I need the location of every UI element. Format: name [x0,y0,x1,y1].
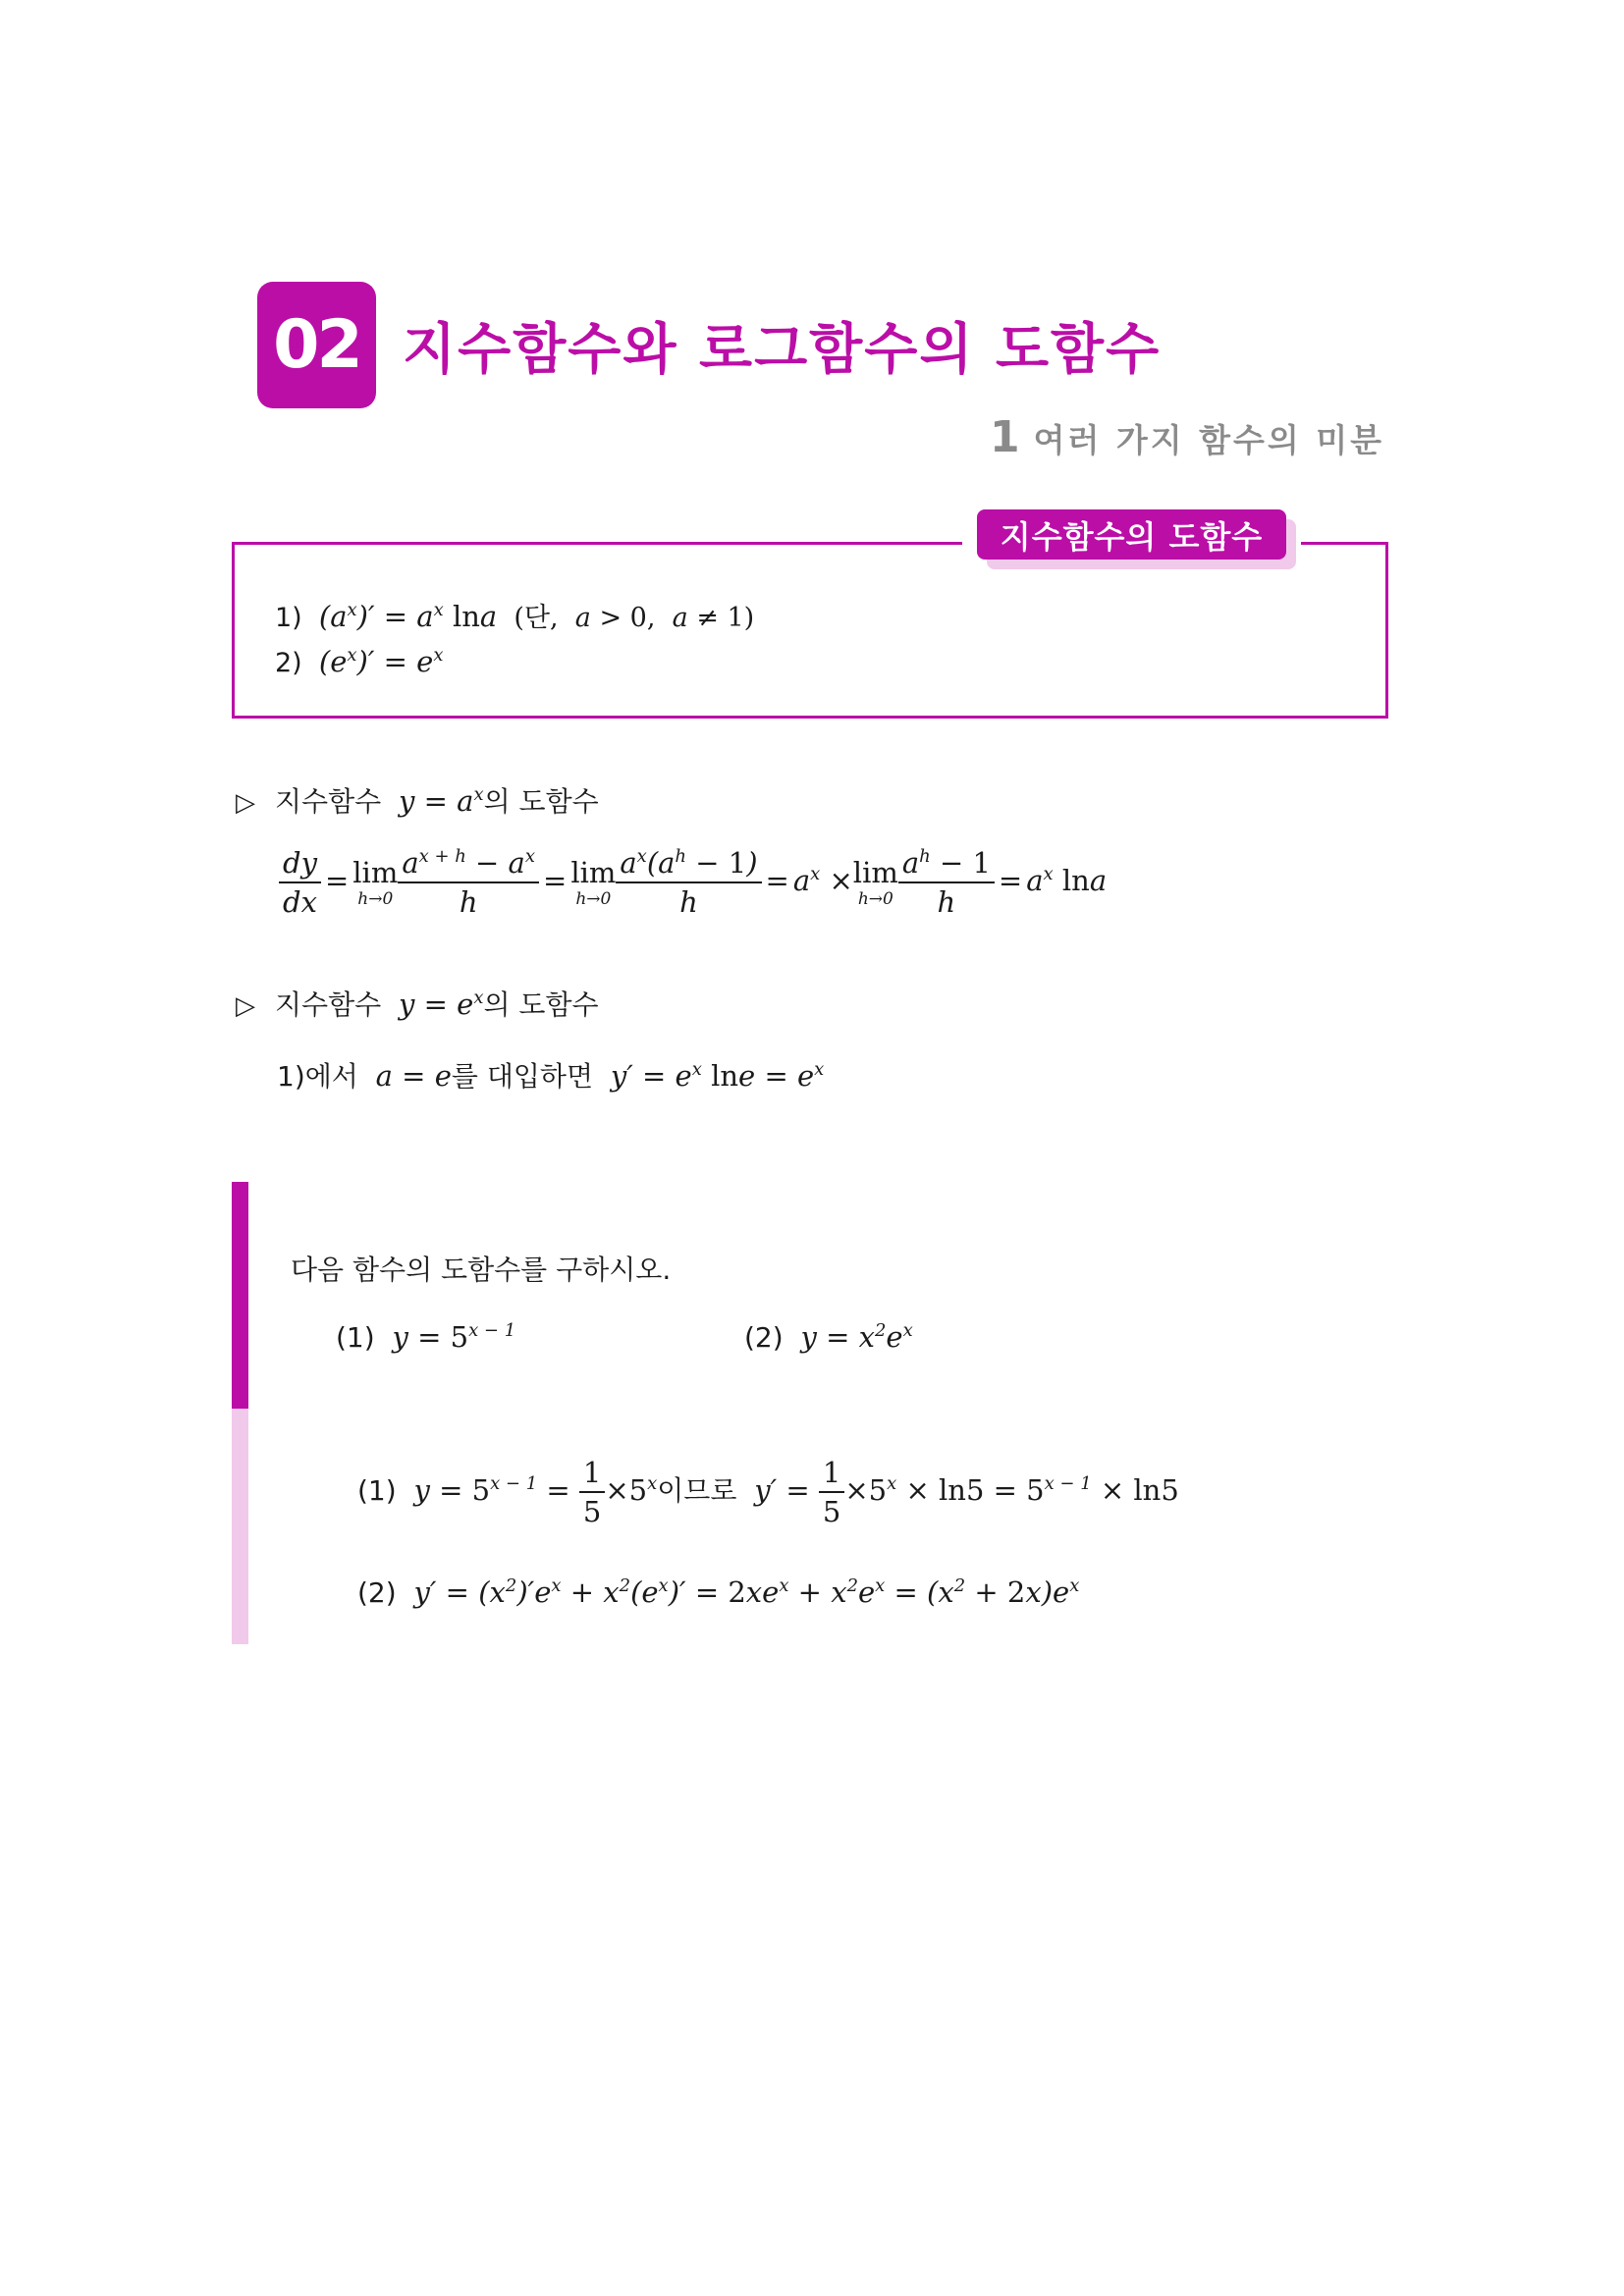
explanation-2-substitution: a = e [375,1059,452,1093]
chapter-number-badge [257,282,376,408]
triangle-bullet-icon: ▷ [236,991,255,1021]
explanation-2-line-prefix: 1)에서 [277,1060,358,1093]
problem-bar [232,1182,248,1409]
explanation-2-function: $y = e^x$ [399,988,484,1021]
solution-1-label: (1) [357,1474,397,1507]
formula-rule-2 [275,645,443,678]
rule-1-label: 1) [275,603,302,633]
derivation-equation: $\frac{dy}{dx}$ = lim h→0 $\frac{a^{x + h} - a^x}{h}$ = lim h→0 $\frac{a^x(a^h - 1)}{h}$ = $a^x$ × lim h→0 $\frac{a^h - 1}{h}$ = $a^x$ lna [279,846,1107,919]
rule-1-condition: (단, a > 0, a ≠ 1) [514,603,755,633]
explanation-1-function: $y = a^x$ [399,784,484,818]
solution-1-derivative: y′ = $\frac{1}{5}$ $\times 5^x \times \ln 5 = 5^{x - 1} \times \ln 5$ [754,1456,1179,1528]
explanation-2-prefix: 지수함수 [275,988,382,1021]
problem-item-2-expr: $y = x^2e^x$ [800,1320,913,1354]
page-title: 지수함수와 로그함수의 도함수 [403,318,1162,382]
triangle-bullet-icon: ▷ [236,788,255,818]
explanation-2-result: $y' = e^x$ $\ln e = e^x$ [610,1059,825,1093]
rule-1-formula: $(a^x)' = a^x$ lna [318,600,498,633]
explanation-1-heading [236,780,599,820]
section-heading [990,412,1384,462]
solution-1 [357,1456,1179,1528]
explanation-1-prefix: 지수함수 [275,785,382,818]
explanation-2-body [277,1055,824,1095]
problem-item-1-expr: $y = 5^{x - 1}$ [392,1320,516,1354]
rule-2-formula: $(e^x)' = e^x$ [318,645,444,678]
solution-2-expr: $y' = (x^2)'e^x + x^2(e^x)' = 2xe^x + x^2e^x = (x^2 + 2x)e^x$ [413,1575,1080,1609]
formula-box-tab: 지수함수의 도함수 [977,509,1286,560]
section-title: 여러 가지 함수의 미분 [1033,421,1384,459]
solution-1-expr: $y = 5^{x - 1}$ = $\frac{1}{5}$ $\times 5^x$ [413,1456,658,1528]
solution-bar [232,1409,248,1644]
problem-item-1 [336,1320,515,1354]
rule-2-label: 2) [275,648,302,678]
solution-1-text: 이므로 [657,1474,737,1507]
chapter-number: 02 [273,306,360,384]
section-number: 1 [990,412,1020,462]
explanation-2-line-mid: 를 대입하면 [451,1060,594,1093]
formula-rule-1 [275,596,754,634]
solution-2 [357,1575,1079,1609]
explanation-2-suffix: 의 도함수 [483,988,599,1021]
explanation-1-suffix: 의 도함수 [483,785,599,818]
explanation-2-heading [236,984,599,1023]
problem-item-2 [744,1320,913,1354]
solution-2-label: (2) [357,1576,397,1609]
problem-item-2-label: (2) [744,1321,784,1354]
problem-prompt: 다음 함수의 도함수를 구하시오. [291,1254,672,1286]
problem-item-1-label: (1) [336,1321,375,1354]
